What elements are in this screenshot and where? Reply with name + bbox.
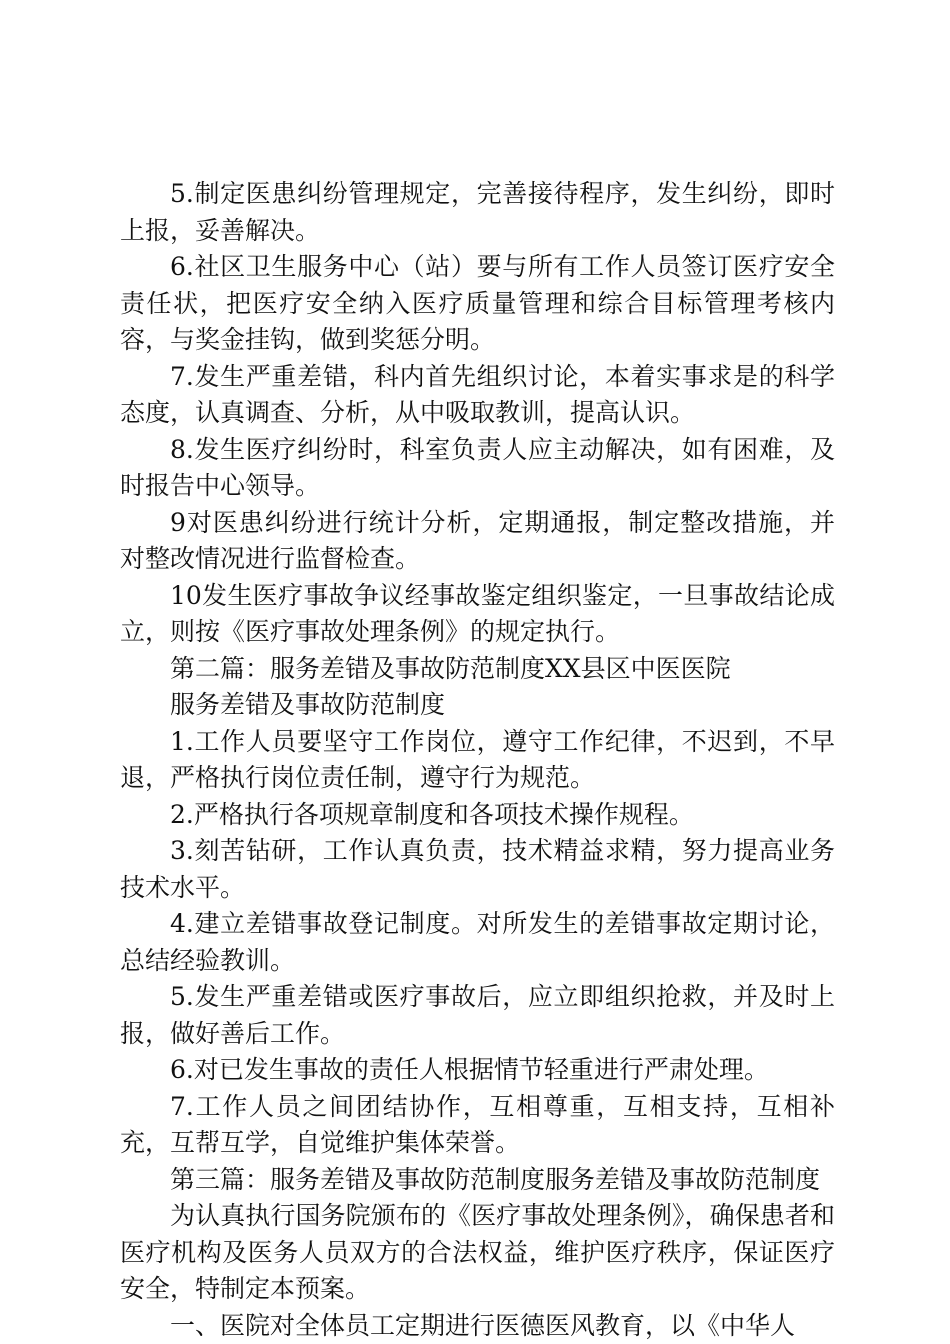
paragraph-part2-rule-5: 5.发生严重差错或医疗事故后，应立即组织抢救，并及时上报，做好善后工作。 xyxy=(120,982,835,1048)
section-heading-part-2: 第二篇：服务差错及事故防范制度XX县区中医医院 xyxy=(170,653,731,683)
section-heading-part-3: 第三篇：服务差错及事故防范制度服务差错及事故防范制度 xyxy=(170,1164,821,1194)
paragraph-part2-rule-2: 2.严格执行各项规章制度和各项技术操作规程。 xyxy=(170,799,694,829)
paragraph-rule-7: 7.发生严重差错，科内首先组织讨论，本着实事求是的科学态度，认真调查、分析，从中吸取教训，提高认识。 xyxy=(120,361,835,427)
paragraph-part2-rule-3: 3.刻苦钻研，工作认真负责，技术精益求精，努力提高业务技术水平。 xyxy=(120,836,835,902)
document-body xyxy=(120,176,835,1344)
section-subtitle-part-2: 服务差错及事故防范制度 xyxy=(170,690,446,719)
paragraph-rule-8: 8.发生医疗纠纷时，科室负责人应主动解决，如有困难，及时报告中心领导。 xyxy=(120,434,835,500)
paragraph-part3-item-1: 一、医院对全体员工定期进行医德医风教育，以《中华人 xyxy=(170,1310,796,1340)
paragraph-rule-5: 5.制定医患纠纷管理规定，完善接待程序，发生纠纷，即时上报，妥善解决。 xyxy=(120,179,835,245)
paragraph-rule-6: 6.社区卫生服务中心（站）要与所有工作人员签订医疗安全责任状，把医疗安全纳入医疗质量管理和综合目标管理考核内容，与奖金挂钩，做到奖惩分明。 xyxy=(120,252,835,354)
paragraph-part2-rule-6: 6.对已发生事故的责任人根据情节轻重进行严肃处理。 xyxy=(170,1055,769,1084)
paragraph-part2-rule-7: 7.工作人员之间团结协作，互相尊重，互相支持，互相补充，互帮互学，自觉维护集体荣誉。 xyxy=(120,1091,835,1157)
paragraph-rule-9: 9对医患纠纷进行统计分析，定期通报，制定整改措施，并对整改情况进行监督检查。 xyxy=(120,507,835,573)
paragraph-rule-10: 10发生医疗事故争议经事故鉴定组织鉴定，一旦事故结论成立，则按《医疗事故处理条例》的规定执行。 xyxy=(120,580,835,646)
paragraph-part2-rule-1: 1.工作人员要坚守工作岗位，遵守工作纪律，不迟到，不早退，严格执行岗位责任制，遵守行为规范。 xyxy=(120,726,835,792)
paragraph-part2-rule-4: 4.建立差错事故登记制度。对所发生的差错事故定期讨论，总结经验教训。 xyxy=(120,909,835,975)
paragraph-part3-intro: 为认真执行国务院颁布的《医疗事故处理条例》，确保患者和医疗机构及医务人员双方的合法权益，维护医疗秩序，保证医疗安全，特制定本预案。 xyxy=(120,1201,835,1303)
